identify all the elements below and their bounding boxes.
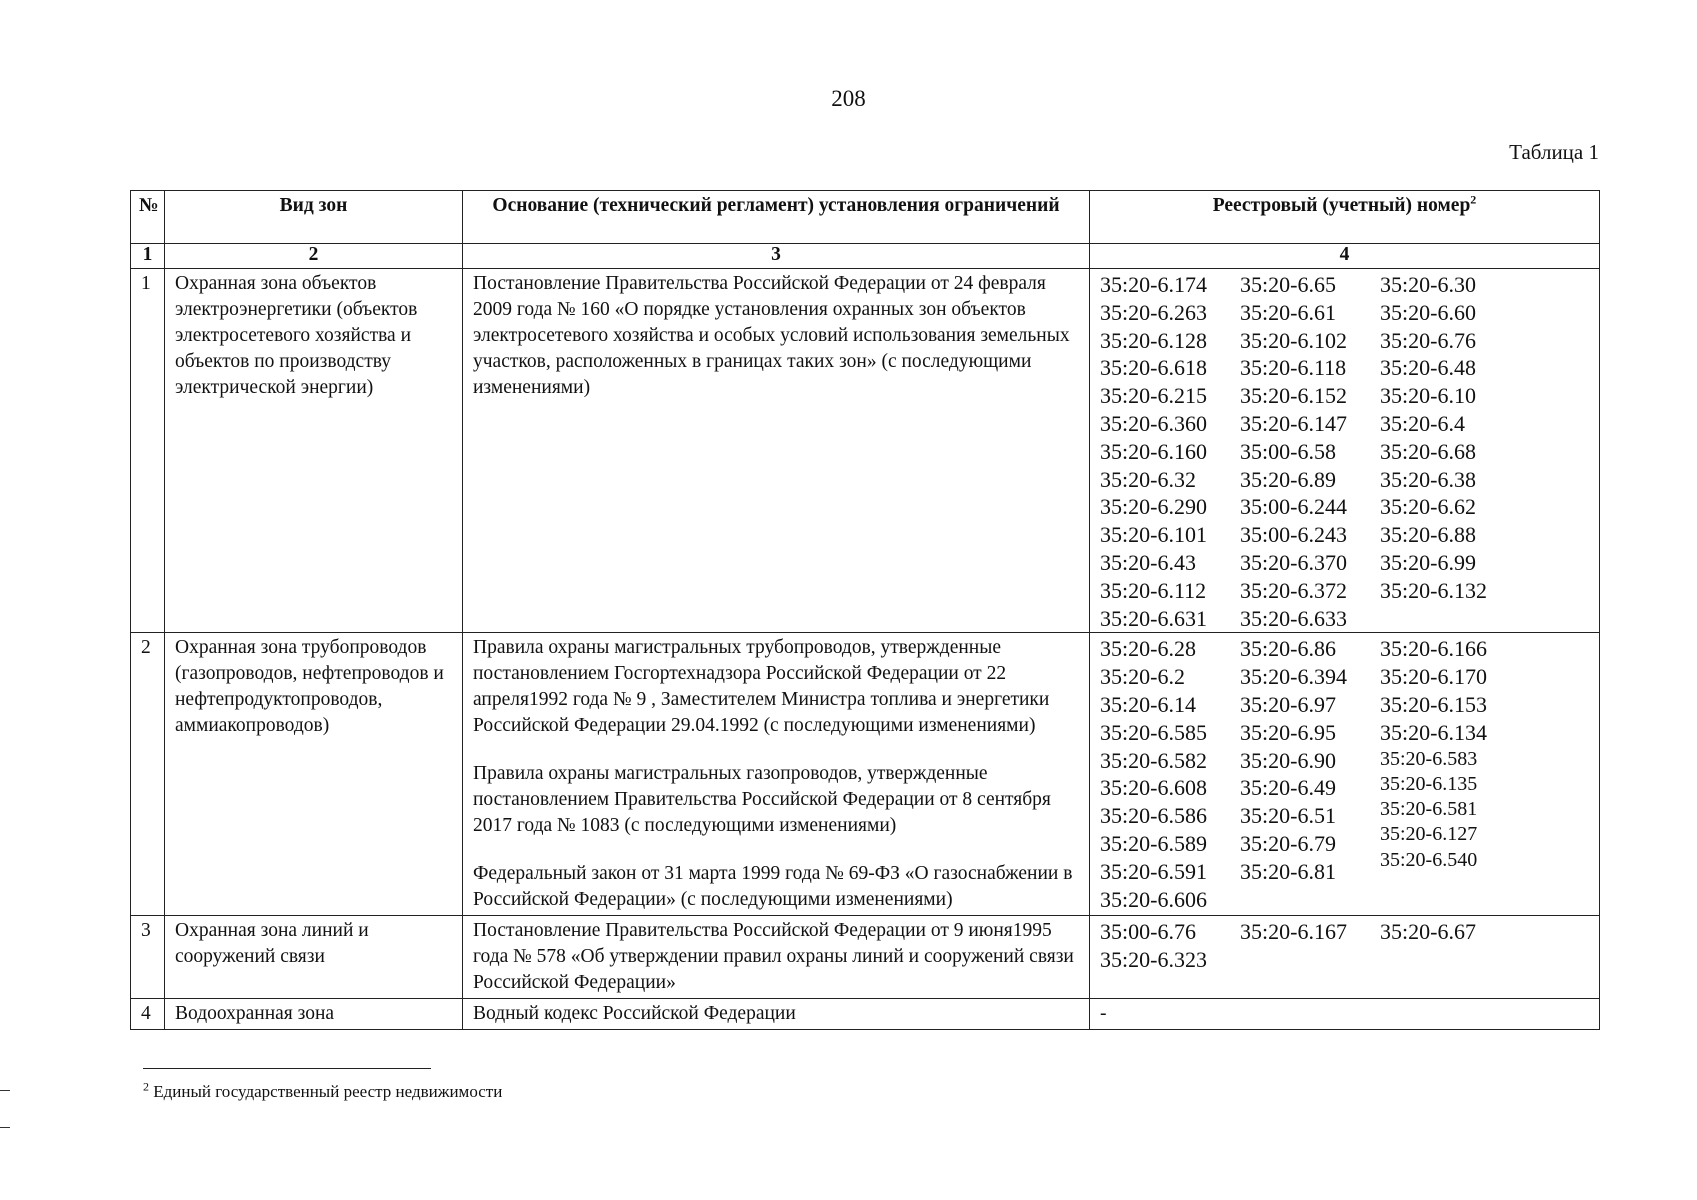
footnote-marker: 2 [143, 1079, 149, 1094]
registry-number: 35:20-6.97 [1240, 691, 1336, 717]
registry-number: 35:20-6.60 [1380, 299, 1476, 325]
registry-number: 35:20-6.583 [1380, 747, 1478, 770]
row-number: 1 [131, 269, 165, 633]
zone-type-cell: Охранная зона объектов электроэнергетики (объектов электросетевого хозяйства и объектов по производству электрической энергии) [165, 269, 463, 633]
zone-type-cell: Охранная зона трубопроводов (газопроводов, нефтепроводов и нефтепродуктопроводов, аммиакопроводов) [165, 633, 463, 916]
table-row [131, 269, 1600, 633]
registry-number: 35:20-6.67 [1380, 919, 1476, 945]
registry-cell [1090, 269, 1600, 633]
registry-number: 35:20-6.153 [1380, 691, 1487, 717]
registry-number: 35:20-6.112 [1100, 577, 1207, 603]
basis-cell [463, 999, 1090, 1030]
registry-number: 35:20-6.65 [1240, 272, 1336, 297]
registry-number: 35:00-6.244 [1240, 494, 1347, 520]
registry-number: 35:20-6.606 [1100, 886, 1207, 912]
registry-number: 35:20-6.38 [1380, 466, 1476, 492]
registry-number: 35:20-6.132 [1380, 577, 1487, 603]
registry-number: 35:20-6.32 [1100, 466, 1196, 492]
registry-number: 35:20-6.118 [1240, 355, 1347, 381]
registry-number: 35:20-6.4 [1380, 410, 1465, 436]
basis-cell [463, 633, 1090, 916]
header-registry-label: Реестровый (учетный) номер [1212, 195, 1471, 216]
registry-number: 35:00-6.243 [1240, 522, 1347, 548]
registry-number [1380, 946, 1510, 974]
registry-number: 35:20-6.62 [1380, 494, 1476, 520]
registry-number: 35:20-6.30 [1380, 272, 1476, 297]
header-number: № [131, 191, 165, 244]
registry-number: 35:20-6.86 [1240, 636, 1336, 662]
header-registry [1090, 191, 1600, 244]
registry-number: 35:20-6.372 [1240, 577, 1347, 603]
registry-cell [1090, 633, 1600, 916]
registry-number: 35:20-6.170 [1380, 664, 1487, 690]
registry-number: 35:20-6.290 [1100, 494, 1207, 520]
basis-cell [463, 916, 1090, 999]
registry-number: 35:20-6.540 [1380, 848, 1478, 871]
registry-number: 35:20-6.90 [1240, 747, 1336, 773]
registry-number [1240, 946, 1380, 974]
registry-cell [1090, 916, 1600, 999]
registry-number: 35:20-6.160 [1100, 438, 1207, 464]
registry-number: 35:20-6.394 [1240, 664, 1347, 690]
registry-number: 35:20-6.43 [1100, 549, 1196, 575]
table-header-row [131, 191, 1600, 244]
registry-number: 35:20-6.79 [1240, 830, 1336, 856]
registry-number: 35:20-6.581 [1380, 798, 1478, 821]
registry-number: 35:20-6.127 [1380, 823, 1478, 846]
row-number: 2 [131, 633, 165, 916]
zones-table [130, 190, 1600, 1030]
column-number: 3 [463, 244, 1090, 269]
registry-number: 35:20-6.323 [1100, 947, 1207, 973]
margin-mark [0, 1090, 10, 1091]
footnote-divider [143, 1068, 431, 1069]
registry-number: 35:20-6.215 [1100, 383, 1207, 409]
registry-number [1380, 605, 1510, 633]
registry-number: 35:20-6.167 [1240, 919, 1347, 945]
basis-cell [463, 269, 1090, 633]
column-number: 1 [131, 244, 165, 269]
registry-number: 35:20-6.582 [1100, 747, 1207, 773]
header-zone-type: Вид зон [165, 191, 463, 244]
basis-text: Водный кодекс Российской Федерации [473, 1003, 796, 1025]
registry-number: 35:20-6.101 [1100, 522, 1207, 548]
margin-mark [0, 1127, 10, 1128]
registry-number: 35:20-6.174 [1100, 272, 1207, 297]
row-number: 4 [131, 999, 165, 1030]
registry-number: 35:20-6.48 [1380, 355, 1476, 381]
footnote-text: Единый государственный реестр недвижимости [153, 1082, 503, 1101]
registry-number: 35:20-6.51 [1240, 803, 1336, 829]
registry-number: 35:20-6.135 [1380, 772, 1478, 795]
registry-number: 35:20-6.585 [1100, 719, 1207, 745]
registry-number: 35:20-6.99 [1380, 549, 1476, 575]
registry-number: 35:20-6.589 [1100, 830, 1207, 856]
registry-number: 35:20-6.152 [1240, 383, 1347, 409]
registry-columns [1100, 635, 1593, 913]
column-number-row [131, 244, 1600, 269]
zone-type-cell: Охранная зона линий и сооружений связи [165, 916, 463, 999]
registry-number: 35:20-6.88 [1380, 522, 1476, 548]
registry-number: 35:20-6.591 [1100, 858, 1207, 884]
table-row [131, 916, 1600, 999]
registry-number: 35:20-6.10 [1380, 383, 1476, 409]
registry-number: 35:20-6.631 [1100, 605, 1207, 631]
basis-text: Постановление Правительства Российской Федерации от 9 июня1995 года № 578 «Об утверждении правил охраны линий и сооружений связи Российской Федерации» [473, 920, 1074, 994]
registry-number: 35:20-6.76 [1380, 327, 1476, 353]
registry-number: 35:20-6.61 [1240, 299, 1336, 325]
basis-text: Правила охраны магистральных трубопроводов, утвержденные постановлением Госгортехнадзора Российской Федерации от 22 апреля1992 года № 9 , Заместителем Министра топлива и энергетики Российской Федерации 29.04.1992 (с последующими изменениями) [473, 637, 1050, 737]
registry-number: 35:20-6.49 [1240, 775, 1336, 801]
registry-number: 35:20-6.263 [1100, 299, 1207, 325]
registry-number: 35:20-6.81 [1240, 858, 1336, 884]
zone-type-cell: Водоохранная зона [165, 999, 463, 1030]
registry-column [1380, 635, 1510, 913]
registry-number: 35:20-6.633 [1240, 605, 1347, 631]
registry-column [1100, 635, 1240, 913]
registry-number: 35:20-6.95 [1240, 719, 1336, 745]
registry-number: 35:20-6.68 [1380, 438, 1476, 464]
footnote [143, 1079, 503, 1102]
registry-number: 35:20-6.370 [1240, 549, 1347, 575]
registry-number: 35:20-6.586 [1100, 803, 1207, 829]
column-number: 4 [1090, 244, 1600, 269]
header-basis: Основание (технический регламент) установления ограничений [463, 191, 1090, 244]
registry-number: 35:20-6.2 [1100, 664, 1185, 690]
registry-number: 35:00-6.76 [1100, 919, 1196, 945]
registry-number: 35:20-6.618 [1100, 355, 1207, 381]
column-number: 2 [165, 244, 463, 269]
registry-grid [1100, 271, 1593, 632]
basis-text: Правила охраны магистральных газопроводов, утвержденные постановлением Правительства Российской Федерации от 8 сентября 2017 года № 1083 (с последующими изменениями) [473, 763, 1051, 837]
registry-number: 35:00-6.58 [1240, 438, 1336, 464]
table-row [131, 633, 1600, 916]
registry-number: 35:20-6.134 [1380, 719, 1487, 745]
registry-number: 35:20-6.14 [1100, 691, 1196, 717]
registry-subcolumn [1380, 635, 1510, 746]
footnote-ref: 2 [1470, 192, 1477, 207]
registry-number: 35:20-6.166 [1380, 636, 1487, 662]
registry-number: 35:20-6.89 [1240, 466, 1336, 492]
basis-text: Постановление Правительства Российской Федерации от 24 февраля 2009 года № 160 «О порядке установления охранных зон объектов электросетевого хозяйства и особых условий использования земельных участков, расположенных в границах таких зон» (с последующими изменениями) [473, 273, 1070, 398]
page-number: 208 [831, 86, 866, 111]
registry-subcolumn [1380, 747, 1510, 873]
registry-number: 35:20-6.608 [1100, 775, 1207, 801]
registry-number: 35:20-6.360 [1100, 410, 1207, 436]
registry-cell: - [1090, 999, 1600, 1030]
basis-text: Федеральный закон от 31 марта 1999 года № 69-ФЗ «О газоснабжении в Российской Федерации» (с последующими изменениями) [473, 863, 1073, 911]
table-row [131, 999, 1600, 1030]
registry-grid [1100, 918, 1593, 974]
registry-column [1240, 635, 1380, 913]
registry-number: 35:20-6.102 [1240, 327, 1347, 353]
row-number: 3 [131, 916, 165, 999]
registry-number: 35:20-6.128 [1100, 327, 1207, 353]
table-caption: Таблица 1 [1509, 140, 1599, 164]
registry-number: 35:20-6.147 [1240, 410, 1347, 436]
registry-number: 35:20-6.28 [1100, 636, 1196, 662]
